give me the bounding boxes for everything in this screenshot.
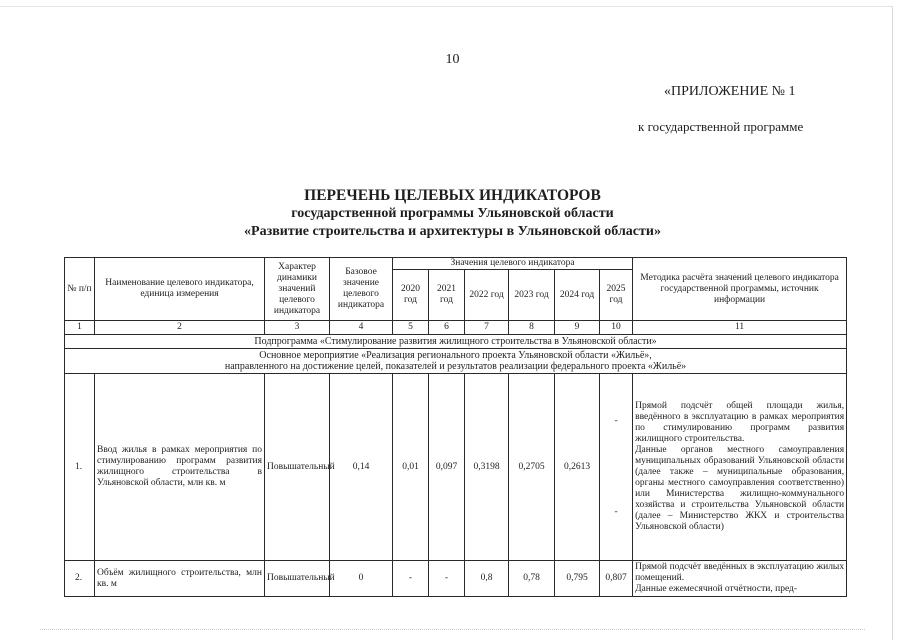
table-row: [65, 374, 847, 561]
row-indicator-name: Объём жилищного строительства, млн кв. м: [95, 561, 265, 597]
appendix-title: «ПРИЛОЖЕНИЕ № 1: [664, 84, 796, 99]
header-values-group: Значения целевого индикатора: [393, 258, 633, 270]
row-num: 1.: [65, 374, 95, 561]
row-base-value: 0,14: [330, 374, 393, 561]
column-number: 7: [465, 321, 509, 335]
header-year-2021: 2021 год: [429, 270, 465, 321]
column-number: 5: [393, 321, 429, 335]
header-year-2023: 2023 год: [509, 270, 555, 321]
row-value-2020: -: [393, 561, 429, 597]
row-value-2024: 0,795: [555, 561, 600, 597]
indicators-table: [64, 257, 847, 597]
column-number: 1: [65, 321, 95, 335]
row-base-value: 0: [330, 561, 393, 597]
column-numbers-row: [65, 321, 847, 335]
column-number: 2: [95, 321, 265, 335]
row-dynamics: Повышательный: [265, 374, 330, 561]
main-activity-row: [65, 349, 847, 374]
header-name: Наименование целевого индикатора, единица измерения: [95, 258, 265, 321]
document-title-line1: ПЕРЕЧЕНЬ ЦЕЛЕВЫХ ИНДИКАТОРОВ: [304, 187, 601, 204]
document-title-line3: «Развитие строительства и архитектуры в Ульяновской области»: [244, 224, 661, 239]
document-title: [0, 187, 905, 241]
row-value-2022: 0,8: [465, 561, 509, 597]
row-num: 2.: [65, 561, 95, 597]
header-base: Базовое значение целевого индикатора: [330, 258, 393, 321]
row-value-2022: 0,3198: [465, 374, 509, 561]
main-activity-line2: направленного на достижение целей, показателей и результатов реализации федерального проекта «Жильё»: [224, 361, 687, 372]
table-row: [65, 561, 847, 597]
row-value-2023: 0,78: [509, 561, 555, 597]
scan-noise-line: [40, 629, 865, 631]
row-value-2021: 0,097: [429, 374, 465, 561]
header-dynamics: Характер динамики значений целевого индикатора: [265, 258, 330, 321]
header-year-2025: 2025 год: [600, 270, 633, 321]
row-method: Прямой подсчёт введённых в эксплуатацию жилых помещений. Данные ежемесячной отчётности, пред-: [633, 561, 847, 597]
column-number: 3: [265, 321, 330, 335]
row-value-2025: -: [614, 416, 618, 426]
scan-edge-top: [0, 6, 893, 7]
header-year-2022: 2022 год: [465, 270, 509, 321]
header-method: Методика расчёта значений целевого индикатора государственной программы, источник информации: [633, 258, 847, 321]
column-number: 8: [509, 321, 555, 335]
row-dynamics: Повышательный: [265, 561, 330, 597]
row-value-2025-extra: -: [614, 507, 618, 517]
row-value-2025-cell: [600, 374, 633, 561]
row-value-2021: -: [429, 561, 465, 597]
header-year-2024: 2024 год: [555, 270, 600, 321]
column-number: 4: [330, 321, 393, 335]
column-number: 6: [429, 321, 465, 335]
row-value-2025: 0,807: [600, 561, 633, 597]
main-activity-line1: Основное мероприятие «Реализация регионального проекта Ульяновской области «Жильё»,: [259, 350, 652, 361]
appendix-subtitle: к государственной программе: [638, 119, 804, 134]
main-activity-cell: [65, 349, 847, 374]
row-method: Прямой подсчёт общей площади жилья, введённого в эксплуатацию в рамках мероприятия по стимулированию программ развития жилищного строительства. Данные органов местного самоуправления муниципальных образований Ульяновской области (далее также – муниципальные образования, органы местного самоуправления соответственно) или Министерства жилищно-коммунального хозяйства и строительства Ульяновской области (далее – Министерство ЖКХ и строительства Ульяновской области): [633, 374, 847, 561]
column-number: 9: [555, 321, 600, 335]
row-value-2020: 0,01: [393, 374, 429, 561]
row-value-2024: 0,2613: [555, 374, 600, 561]
subprogram-title: Подпрограмма «Стимулирование развития жилищного строительства в Ульяновской области»: [65, 335, 847, 349]
column-number: 10: [600, 321, 633, 335]
header-num: № п/п: [65, 258, 95, 321]
document-title-line2: государственной программы Ульяновской области: [291, 206, 614, 221]
table-header-row: [65, 258, 847, 270]
scan-edge-right: [892, 6, 893, 640]
row-indicator-name: Ввод жилья в рамках мероприятия по стимулированию программ развития жилищного строительства в Ульяновской области, млн кв. м: [95, 374, 265, 561]
page-number: 10: [445, 52, 460, 67]
subprogram-row: [65, 335, 847, 349]
row-value-2023: 0,2705: [509, 374, 555, 561]
column-number: 11: [633, 321, 847, 335]
header-year-2020: 2020 год: [393, 270, 429, 321]
